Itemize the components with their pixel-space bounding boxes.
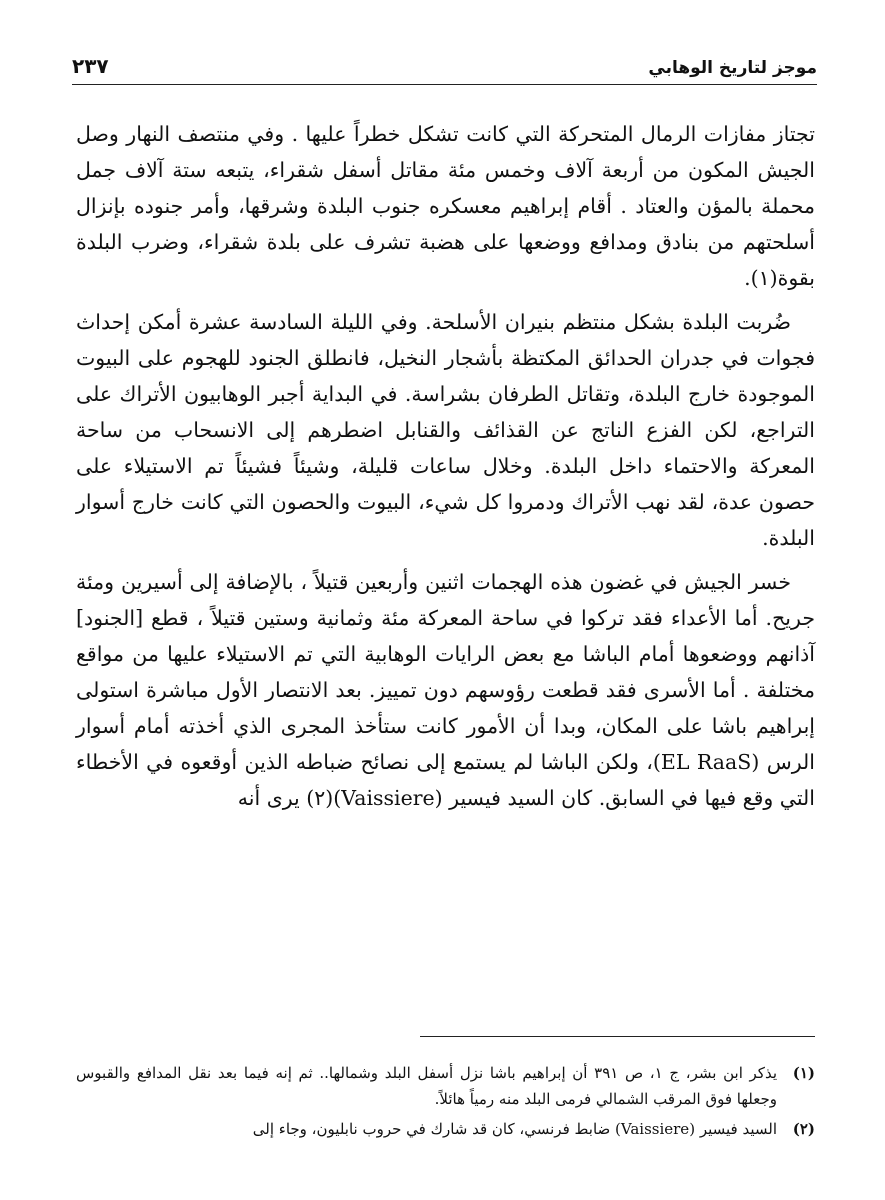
paragraph-3: خسر الجيش في غضون هذه الهجمات اثنين وأربعين قتيلاً ، بالإضافة إلى أسيرين ومئة جريح. أما الأعداء فقد تركوا في ساحة المعركة مئة وثمانية وستين قتيلاً ، قطع [الجنود] آذانهم ووضعوها أمام الباشا مع بعض الرايات الوهابية التي تم الاستيلاء عليها من مواقع مختلفة . أما الأسرى فقد قطعت رؤوسهم دون تمييز. بعد الانتصار الأول مباشرة استولى إبراهيم باشا على المكان، وبدا أن الأمور كانت ستأخذ المجرى الذي أخذته أمام أسوار الرس (EL RaaS)، ولكن الباشا لم يستمع إلى نصائح ضباطه الذين أوقعوه في الأخطاء التي وقع فيها في السابق. كان السيد فيسير (Vaissiere)(٢) يرى أنه <box>76 570 815 810</box>
footnote-1-text: يذكر ابن بشر، ج ١، ص ٣٩١ أن إبراهيم باشا نزل أسفل البلد وشمالها.. ثم إنه فيما بعد نقل المدافع والقبوس وجعلها فوق المرقب الشمالي فرمى البلد منه رمياً هائلاً. <box>76 1064 777 1108</box>
running-title: موجز لتاريخ الوهابي <box>648 58 817 78</box>
footnote-1 <box>76 1060 815 1112</box>
paragraph-2: ضُربت البلدة بشكل منتظم بنيران الأسلحة. وفي الليلة السادسة عشرة أمكن إحداث فجوات في جدران الحدائق المكتظة بأشجار النخيل، فانطلق الجنود للهجوم على البيوت الموجودة خارج البلدة، وتقاتل الطرفان بشراسة. في البداية أجبر الوهابيون الأتراك على التراجع، لكن الفزع الناتج عن القذائف والقنابل اضطرهم إلى الانسحاب من ساحة المعركة والاحتماء داخل البلدة. وخلال ساعات قليلة، وشيئاً فشيئاً تم الاستيلاء على حصون عدة، لقد نهب الأتراك ودمروا كل شيء، البيوت والحصون التي كانت خارج أسوار البلدة. <box>76 310 815 550</box>
footnotes <box>76 1060 815 1146</box>
page-number: ٢٣٧ <box>72 54 109 78</box>
body-text <box>76 116 815 824</box>
footnote-2 <box>76 1116 815 1142</box>
footnote-2-text: السيد فيسير (Vaissiere) ضابط فرنسي، كان قد شارك في حروب نابليون، وجاء إلى <box>252 1120 777 1138</box>
header-rule <box>72 84 817 85</box>
running-head <box>72 48 817 78</box>
footnote-rule <box>420 1036 815 1037</box>
footnote-2-mark: (٢) <box>792 1120 815 1138</box>
paragraph-1: تجتاز مفازات الرمال المتحركة التي كانت تشكل خطراً عليها . وفي منتصف النهار وصل الجيش المكون من أربعة آلاف وخمس مئة مقاتل أسفل شقراء، يتبعه ستة آلاف جمل محملة بالمؤن والعتاد . أقام إبراهيم معسكره جنوب البلدة وشرقها، وأمر جنوده بإنزال أسلحتهم من بنادق ومدافع ووضعها على هضبة تشرف على بلدة شقراء، وضرب البلدة بقوة(١). <box>76 122 815 290</box>
footnote-1-mark: (١) <box>792 1064 815 1082</box>
